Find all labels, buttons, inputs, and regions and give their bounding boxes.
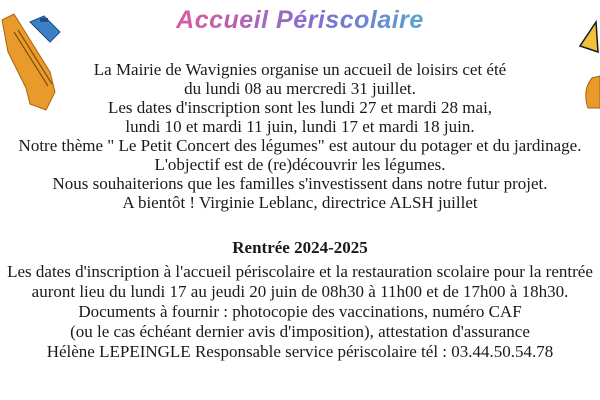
- summer-signature: A bientôt ! Virginie Leblanc, directrice ALSH juillet: [122, 193, 478, 212]
- rentree-line: Documents à fournir : photocopie des vaccinations, numéro CAF: [78, 302, 522, 321]
- rentree-contact: Hélène LEPEINGLE Responsable service périscolaire tél : 03.44.50.54.78: [46, 342, 554, 361]
- rentree-line: auront lieu du lundi 17 au jeudi 20 juin de 08h30 à 11h00 et de 17h00 à 18h30.: [31, 282, 569, 301]
- page-header: [0, 0, 600, 44]
- summer-line: L'objectif est de (re)découvrir les légumes.: [154, 155, 446, 174]
- page-title: Accueil Périscolaire: [0, 6, 600, 35]
- summer-line: Notre thème " Le Petit Concert des légumes" est autour du potager et du jardinage.: [18, 136, 582, 155]
- summer-line: La Mairie de Wavignies organise un accueil de loisirs cet été: [93, 60, 507, 79]
- rentree-line: Les dates d'inscription à l'accueil périscolaire et la restauration scolaire pour la rentrée: [7, 262, 593, 281]
- summer-line: du lundi 08 au mercredi 31 juillet.: [184, 79, 416, 98]
- summer-line: Nous souhaiterions que les familles s'investissent dans notre futur projet.: [52, 174, 548, 193]
- summer-line: Les dates d'inscription sont les lundi 27 et mardi 28 mai,: [107, 98, 493, 117]
- summer-line: lundi 10 et mardi 11 juin, lundi 17 et mardi 18 juin.: [125, 117, 475, 136]
- rentree-heading: Rentrée 2024-2025: [232, 238, 368, 257]
- rentree-line: (ou le cas échéant dernier avis d'imposition), attestation d'assurance: [70, 322, 530, 341]
